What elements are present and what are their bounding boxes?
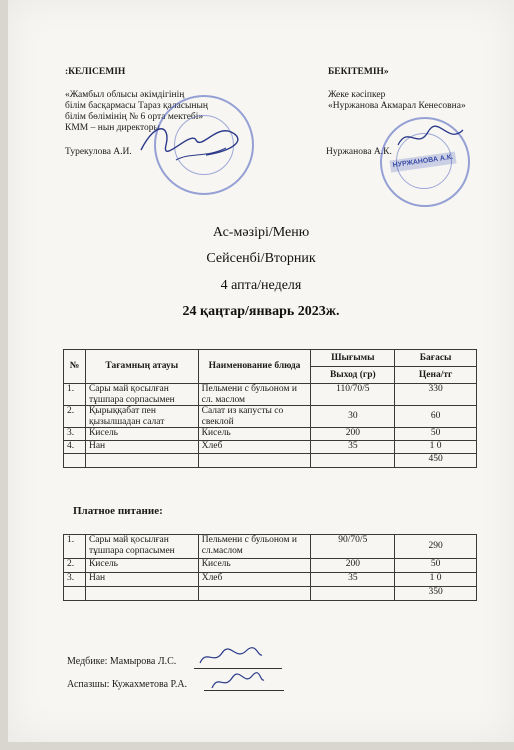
dish-name-kz: Сары май қосылған тұшпара сорпасымен [85,384,198,406]
dish-price: 50 [395,428,477,441]
dish-price: 1 0 [395,441,477,454]
dish-yield: 35 [311,441,395,454]
row-num: 1. [64,384,86,406]
left-signer: Турекулова А.И. [65,147,132,157]
col-name-ru-header: Наименование блюда [198,350,311,384]
dish-name-ru: Пельмени с бульоном и сл. маслом [198,384,311,406]
table-row [64,573,477,587]
total-price: 350 [395,587,477,601]
table-row [64,406,477,428]
total-price: 450 [395,454,477,468]
dish-name-kz: Нан [85,573,198,587]
dish-name-kz: Нан [85,441,198,454]
dish-name-kz: Кисель [85,428,198,441]
dish-yield: 30 [311,406,395,428]
day-title: Сейсенбі/Вторник [206,251,316,266]
left-line-1: «Жамбыл облысы әкімдігінің [65,90,185,100]
row-num: 3. [64,428,86,441]
dish-name-ru: Хлеб [198,573,311,587]
dish-name-ru: Хлеб [198,441,311,454]
col-yield-kz-header: Шығымы [311,350,395,367]
col-num-header: № [64,350,86,384]
dish-name-ru: Кисель [198,428,311,441]
stamp-label: НУРЖАНОВА А.К. [389,151,456,172]
paid-meals-heading: Платное питание: [73,505,163,517]
dish-price: 330 [395,384,477,406]
dish-name-ru: Салат из капусты со свеклой [198,406,311,428]
cook-label: Аспазшы: Кужахметова Р.А. [67,679,188,690]
table-row [64,535,477,559]
left-line-2: білім басқармасы Тараз қаласының [65,101,208,111]
entrepreneur-signature [393,120,473,160]
table-row [64,441,477,454]
cook-signature [208,668,268,694]
col-price-kz-header: Бағасы [395,350,477,367]
left-line-3: білім бөлімінің № 6 орта мектебі» [65,112,204,122]
dish-yield: 200 [311,428,395,441]
row-num: 1. [64,535,86,559]
dish-price: 60 [395,406,477,428]
dish-price: 290 [395,535,477,559]
director-signature [136,110,246,170]
dish-yield: 110/70/5 [311,384,395,406]
total-row [64,454,477,468]
dish-name-kz: Қырыққабат пен қызылшадан салат [85,406,198,428]
left-line-4: КММ – нын директоры [65,123,160,133]
table-row [64,384,477,406]
row-num: 2. [64,406,86,428]
col-name-kz-header: Тағамның атауы [85,350,198,384]
dish-name-kz: Кисель [85,559,198,573]
right-line-2: «Нуржанова Акмарал Кенесовна» [328,101,466,111]
nurse-label: Медбике: Мамырова Л.С. [67,656,177,667]
dish-yield: 35 [311,573,395,587]
dish-name-kz: Сары май қосылған тұшпара сорпасымен [85,535,198,559]
approval-heading-left: :КЕЛІСЕМІН [65,67,126,77]
right-signer: Нуржанова А.К. [326,147,392,157]
dish-name-ru: Пельмени с бульоном и сл.маслом [198,535,311,559]
date-title: 24 қаңтар/январь 2023ж. [182,304,340,319]
dish-name-ru: Кисель [198,559,311,573]
paid-menu-table [63,534,477,601]
row-num: 4. [64,441,86,454]
week-title: 4 апта/неделя [220,278,302,293]
dish-yield: 90/70/5 [311,535,395,559]
menu-title: Ас-мәзірі/Меню [212,225,310,240]
dish-price: 1 0 [395,573,477,587]
dish-price: 50 [395,559,477,573]
col-price-ru-header: Цена/тг [395,367,477,384]
menu-table [63,349,477,468]
dish-yield: 200 [311,559,395,573]
row-num: 2. [64,559,86,573]
document-page [8,0,514,742]
total-row [64,587,477,601]
col-yield-ru-header: Выход (гр) [311,367,395,384]
row-num: 3. [64,573,86,587]
approval-heading-right: БЕКІТЕМІН» [328,67,389,77]
table-row [64,428,477,441]
right-line-1: Жеке кәсіпкер [328,90,386,100]
table-row [64,559,477,573]
